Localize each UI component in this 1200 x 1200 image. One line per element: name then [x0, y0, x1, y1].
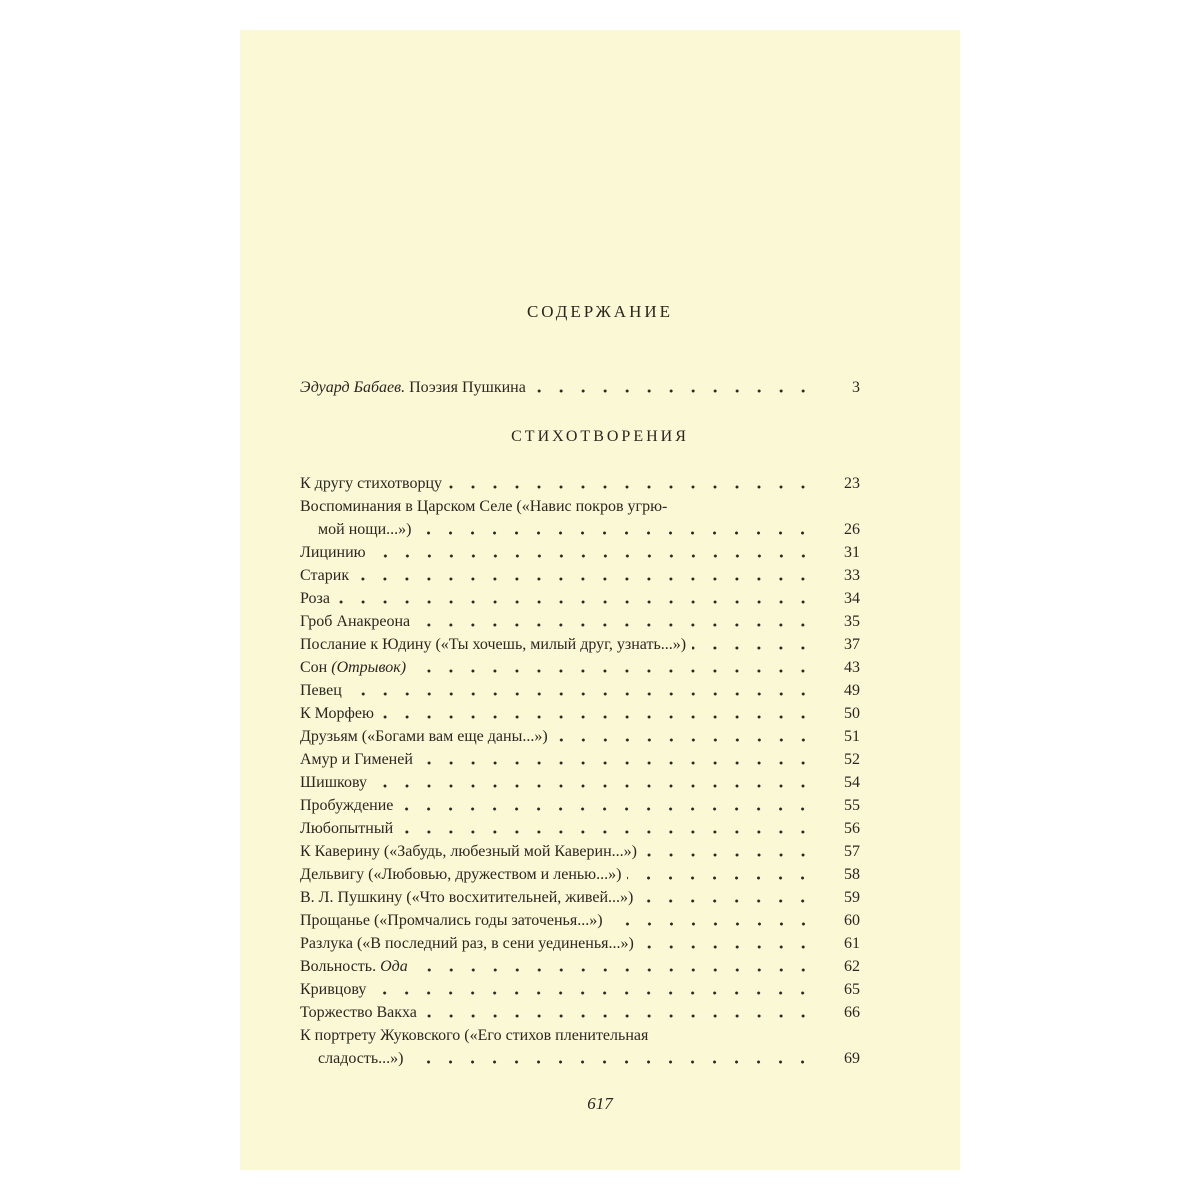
entry-title: К Морфею: [300, 705, 374, 722]
page-number: 52: [844, 751, 860, 768]
toc-entry: [300, 794, 860, 817]
page-number: 34: [844, 590, 860, 607]
page-number: 57: [844, 843, 860, 860]
entry-title: К Каверину («Забудь, любезный мой Каверин...»): [300, 843, 637, 860]
entry-title: Друзьям («Богами вам еще даны...»): [300, 728, 548, 745]
preface-author: Эдуард Бабаев.: [300, 379, 406, 396]
preface-entry: [300, 376, 860, 399]
entry-title: Роза: [300, 590, 330, 607]
dot-leader: [643, 851, 814, 859]
entry-title: Разлука («В последний раз, в сени уединенья...»): [300, 935, 634, 952]
entry-title: Послание к Юдину («Ты хочешь, милый друг, узнать...»): [300, 636, 687, 653]
entry-title: В. Л. Пушкину («Что восхитительней, живей...»): [300, 889, 634, 906]
toc-entry: [300, 955, 860, 978]
dot-leader: [639, 897, 814, 905]
toc-entry: [300, 541, 860, 564]
dot-leader: [448, 483, 814, 491]
page-number: 59: [844, 889, 860, 906]
dot-leader: [554, 736, 814, 744]
dot-leader: [372, 552, 814, 560]
page-heading: СОДЕРЖАНИЕ: [526, 302, 674, 321]
page-number: 26: [844, 521, 860, 538]
toc-entry: [300, 932, 860, 955]
entry-subtitle: (Отрывок): [331, 659, 407, 676]
dot-leader: [532, 387, 814, 395]
entry-title: Вольность.: [300, 958, 377, 975]
page-number: 31: [844, 544, 860, 561]
dot-leader: [417, 529, 814, 537]
entry-title: Гроб Анакреона: [300, 613, 411, 630]
toc-entry: [300, 725, 860, 748]
toc-entry: [300, 610, 860, 633]
dot-leader: [692, 644, 814, 652]
entry-title: Шишкову: [300, 774, 367, 791]
page-folio: 617: [587, 1094, 613, 1113]
toc-entry: [300, 840, 860, 863]
entry-title: Амур и Гименей: [300, 751, 413, 768]
dot-leader: [399, 805, 814, 813]
toc-entry: [300, 472, 860, 495]
dot-leader: [409, 1058, 814, 1066]
page-number: 43: [844, 659, 860, 676]
entry-title: Певец: [300, 682, 342, 699]
dot-leader: [416, 621, 814, 629]
page-number: 33: [844, 567, 860, 584]
dot-leader: [336, 598, 814, 606]
toc-entry: [300, 564, 860, 587]
toc-entry: [300, 495, 860, 541]
entry-subtitle: Ода: [380, 958, 408, 975]
entry-title: Старик: [300, 567, 350, 584]
section-heading: СТИХОТВОРЕНИЯ: [511, 428, 689, 445]
dot-leader: [372, 989, 814, 997]
entry-title: Дельвигу («Любовью, дружеством и ленью...»): [300, 866, 622, 883]
dot-leader: [609, 920, 814, 928]
toc-entry: [300, 909, 860, 932]
page-number: 66: [844, 1004, 860, 1021]
page-number: 49: [844, 682, 860, 699]
toc-entry: [300, 863, 860, 886]
entry-title-line1: К портрету Жуковского («Его стихов пленительная: [300, 1027, 649, 1044]
entry-title-line2: сладость...»): [318, 1050, 404, 1067]
entry-title: Кривцову: [300, 981, 367, 998]
entry-title-line2: мой нощи...»): [318, 521, 412, 538]
dot-leader: [412, 667, 814, 675]
toc-entry: [300, 587, 860, 610]
toc-entry: [300, 656, 860, 679]
toc-entry: [300, 633, 860, 656]
dot-leader: [373, 782, 814, 790]
toc-entry: [300, 817, 860, 840]
dot-leader: [419, 759, 814, 767]
page-number: 56: [844, 820, 860, 837]
toc-entry: [300, 886, 860, 909]
entry-title: Торжество Вакха: [300, 1004, 417, 1021]
dot-leader: [627, 874, 814, 882]
page-number: 37: [844, 636, 860, 653]
dot-leader: [380, 713, 814, 721]
page-number: 23: [844, 475, 860, 492]
page-number: 62: [844, 958, 860, 975]
book-page: [240, 30, 960, 1170]
toc-entry: [300, 679, 860, 702]
toc-entry: [300, 978, 860, 1001]
preface-title: Поэзия Пушкина: [409, 379, 526, 396]
page-number: 3: [852, 379, 860, 396]
toc-entry: [300, 748, 860, 771]
page-number: 51: [844, 728, 860, 745]
dot-leader: [414, 966, 814, 974]
entry-title: Прощанье («Промчались годы заточенья...»): [300, 912, 603, 929]
toc-entry: [300, 702, 860, 725]
page-number: 65: [844, 981, 860, 998]
dot-leader: [423, 1012, 814, 1020]
toc-entry: [300, 771, 860, 794]
page-number: 60: [844, 912, 860, 929]
entry-title: Пробуждение: [300, 797, 394, 814]
toc-entry: [300, 376, 860, 399]
toc-entry: [300, 1024, 860, 1070]
dot-leader: [348, 690, 814, 698]
page-number: 69: [844, 1050, 860, 1067]
entry-title-line1: Воспоминания в Царском Селе («Навис покров угрю-: [300, 498, 668, 515]
entry-title: К другу стихотворцу: [300, 475, 442, 492]
page-number: 61: [844, 935, 860, 952]
entry-title: Сон: [300, 659, 328, 676]
entry-title: Любопытный: [300, 820, 394, 837]
dot-leader: [355, 575, 814, 583]
page-number: 58: [844, 866, 860, 883]
page-number: 54: [844, 774, 860, 791]
dot-leader: [399, 828, 814, 836]
page-number: 35: [844, 613, 860, 630]
page-number: 50: [844, 705, 860, 722]
toc-list: [300, 472, 860, 1070]
page-number: 55: [844, 797, 860, 814]
toc-entry: [300, 1001, 860, 1024]
entry-title: Лицинию: [300, 544, 366, 561]
dot-leader: [640, 943, 814, 951]
